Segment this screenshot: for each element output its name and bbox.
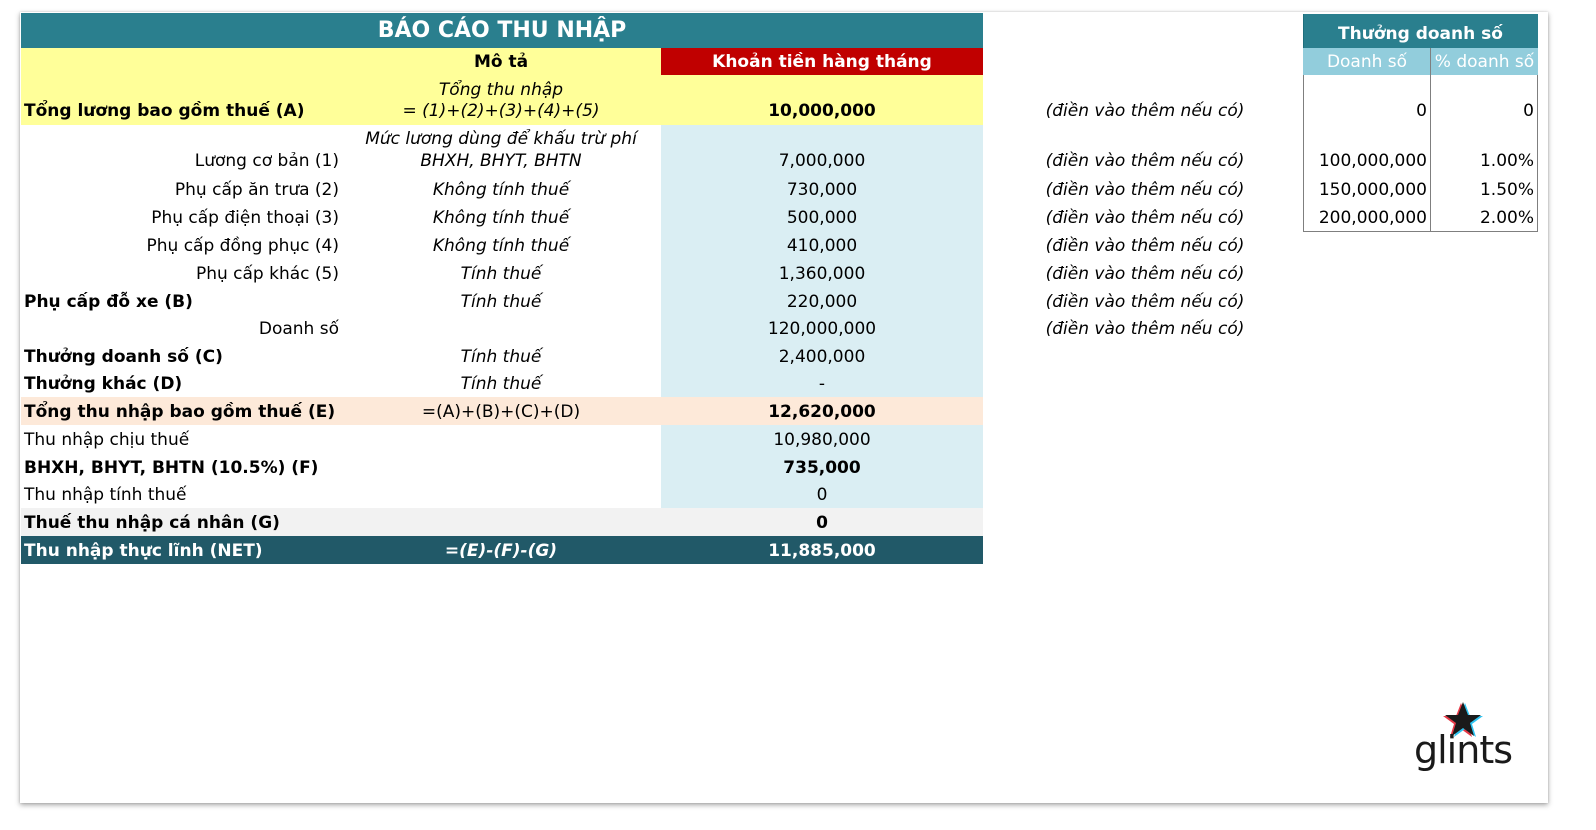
row-amount: 7,000,000 — [778, 151, 866, 171]
bonus-col-sales: Doanh số — [1303, 48, 1431, 75]
row-label: Thu nhập chịu thuế — [24, 430, 190, 450]
row-label: BHXH, BHYT, BHTN (10.5%) (F) — [24, 458, 319, 478]
bonus-pct: 0 — [1523, 101, 1534, 121]
row-label: Doanh số — [258, 319, 339, 339]
row-desc: Tính thuế — [460, 374, 542, 394]
brand-logo: glints — [1414, 728, 1513, 772]
row-label: Thu nhập thực lĩnh (NET) — [24, 541, 263, 561]
row-note: (điền vào thêm nếu có) — [1045, 151, 1245, 171]
bonus-table-edge — [1303, 14, 1304, 48]
row-label: Thuế thu nhập cá nhân (G) — [24, 513, 280, 533]
row-amount: 11,885,000 — [768, 541, 876, 561]
row-label: Tổng thu nhập bao gồm thuế (E) — [24, 402, 336, 422]
row-desc: Tính thuế — [460, 264, 542, 284]
row-desc: Không tính thuế — [432, 208, 570, 228]
row-amount: 12,620,000 — [768, 402, 876, 422]
row-label: Lương cơ bản (1) — [194, 151, 339, 171]
row-note: (điền vào thêm nếu có) — [1045, 292, 1245, 312]
row-desc: Không tính thuế — [432, 180, 570, 200]
row-desc: Tính thuế — [460, 347, 542, 367]
row-desc: =(A)+(B)+(C)+(D) — [421, 402, 581, 422]
row-label: Phụ cấp đồng phục (4) — [146, 236, 339, 256]
row-amount: 735,000 — [783, 458, 861, 478]
row-note: (điền vào thêm nếu có) — [1045, 264, 1245, 284]
row-amount: 0 — [816, 513, 828, 533]
row-desc: Tính thuế — [460, 292, 542, 312]
report-title: BÁO CÁO THU NHẬP — [21, 13, 983, 48]
row-desc: Không tính thuế — [432, 236, 570, 256]
bonus-table-title: Thưởng doanh số — [1303, 14, 1538, 48]
col-amount-header: Khoản tiền hàng tháng — [661, 48, 983, 75]
row-note: (điền vào thêm nếu có) — [1045, 236, 1245, 256]
row-note: (điền vào thêm nếu có) — [1045, 208, 1245, 228]
bonus-sales: 150,000,000 — [1318, 180, 1427, 200]
row-amount: 2,400,000 — [778, 347, 866, 367]
row-note: (điền vào thêm nếu có) — [1045, 101, 1245, 121]
row-amount: 10,980,000 — [773, 430, 871, 450]
row-amount: 730,000 — [786, 180, 858, 200]
row-desc: =(E)-(F)-(G) — [444, 541, 558, 561]
row-amount: 500,000 — [786, 208, 858, 228]
row-label: Phụ cấp đỗ xe (B) — [24, 292, 193, 312]
row-amount: 1,360,000 — [778, 264, 866, 284]
row-label: Tổng lương bao gồm thuế (A) — [24, 101, 305, 121]
bonus-sales: 100,000,000 — [1318, 151, 1427, 171]
row-label: Thưởng doanh số (C) — [24, 347, 223, 367]
bonus-sales: 0 — [1416, 101, 1427, 121]
row-desc: = (1)+(2)+(3)+(4)+(5) — [402, 101, 600, 121]
row-desc: BHXH, BHYT, BHTN — [420, 151, 582, 171]
row-label: Phụ cấp điện thoại (3) — [151, 208, 339, 228]
bonus-sales: 200,000,000 — [1318, 208, 1427, 228]
bonus-pct: 1.50% — [1479, 180, 1534, 200]
row-label: Thưởng khác (D) — [24, 374, 183, 394]
row-amount: 0 — [816, 485, 828, 505]
row-amount: 120,000,000 — [767, 319, 877, 339]
row-amount: 10,000,000 — [768, 101, 876, 121]
row-note: (điền vào thêm nếu có) — [1045, 180, 1245, 200]
bonus-pct: 2.00% — [1479, 208, 1534, 228]
bonus-pct: 1.00% — [1479, 151, 1534, 171]
row-label: Thu nhập tính thuế — [24, 485, 187, 505]
row-desc: Mức lương dùng để khấu trừ phí — [365, 129, 637, 149]
row-desc: Tổng thu nhập — [438, 80, 564, 100]
row-label: Phụ cấp ăn trưa (2) — [174, 180, 339, 200]
row-amount: - — [818, 374, 826, 394]
bonus-col-pct: % doanh số — [1431, 48, 1538, 75]
row-note: (điền vào thêm nếu có) — [1045, 319, 1245, 339]
row-label: Phụ cấp khác (5) — [195, 264, 339, 284]
col-desc-header: Mô tả — [473, 52, 529, 72]
row-amount: 410,000 — [786, 236, 858, 256]
row-amount: 220,000 — [786, 292, 858, 312]
